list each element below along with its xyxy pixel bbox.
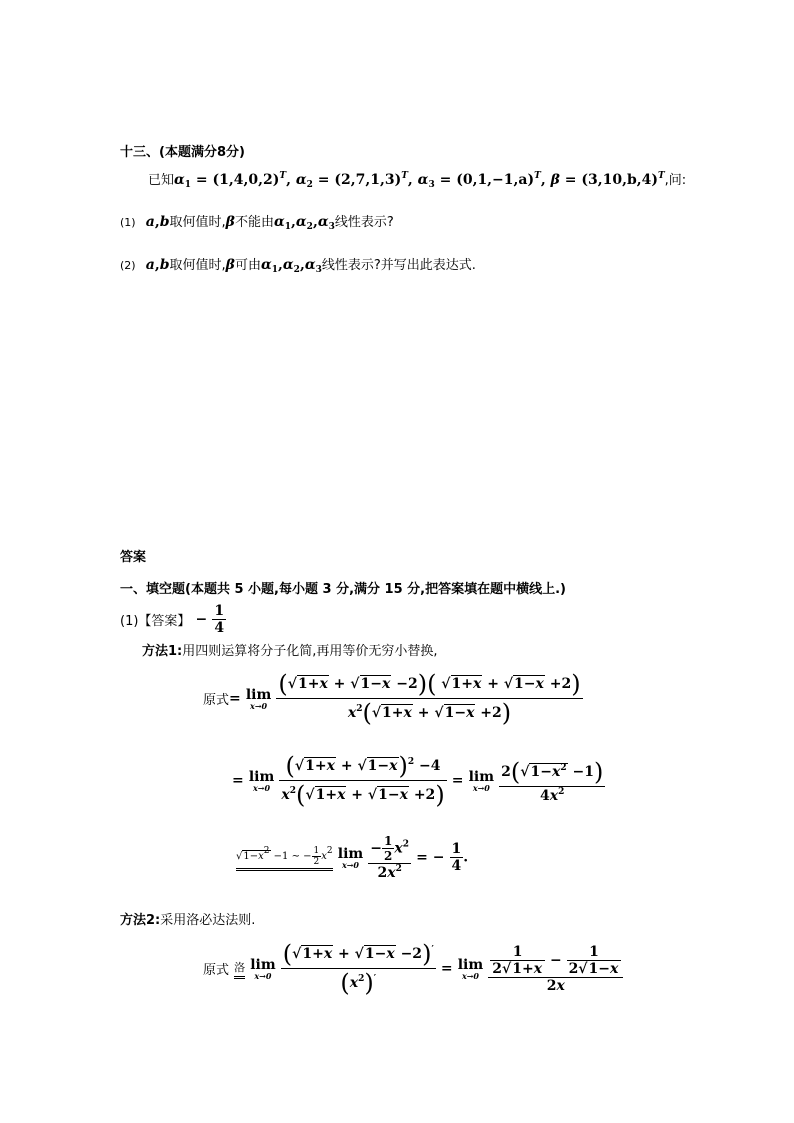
formula-3: √1−x2 −1 ∼ − $\frac{1}{2}$ x2 lim x→0 − $\frac{1}{2}$ $x^2$ $2x^2$ = − $\frac{1}{4}$ . [236, 834, 469, 881]
problem-heading: 十三、(本题满分8分) [120, 145, 245, 160]
answer-1-value: $\frac{1}{4}$ [214, 603, 225, 636]
section-fill-in-title: 一、填空题(本题共 5 小题,每小题 3 分,满分 15 分,把答案填在题中横线上.) [120, 582, 566, 597]
beta-vector: (3,10,b,4) [581, 172, 658, 188]
formula-4: 原式 洛 lim x→0 $\frac{(√1+x + √1-x -2)'}{(x^2)'}$ = lim x→0 $\frac{1}{2√1+x}$ − $\frac{1}{2√1-x}$ 2x [203, 940, 623, 997]
formula-2: = lim x→0 $\frac{(√1+x + √1-x)^2 -4}{x^2(√1+x + √1-x +2)}$ = lim x→0 $\frac{2(√1-x^2 -1)}{4x^2}$ [232, 752, 604, 809]
known-label: 已知 [148, 173, 175, 188]
question-2: (2) a,b取何值时,β可由$\alpha_1,\alpha_2,\alpha_3$线性表示?并写出此表达式. [120, 257, 476, 275]
formula-1: 原式= lim x→0 $\frac{(√1+x + √1-x -2)( √1+x + √1-x +2)}{x^2(√1+x + √1-x +2)}$ [203, 670, 581, 727]
ask-label: ,问: [664, 173, 687, 188]
alpha2-vector: (2,7,1,3) [334, 172, 402, 188]
answer-1: (1)【答案】 − $\frac{1}{4}$ [120, 603, 225, 636]
problem-statement: 已知$\alpha_1 = (1,4,0,2)^T$, $\alpha_2 = (2,7,1,3)^T$, $\alpha_3 = (0,1,-1,a)^T$, $\beta = (3,10,b,4)^T$,问: [148, 171, 687, 190]
method-2-line: 方法2:采用洛必达法则. [120, 913, 256, 928]
answers-title: 答案 [120, 550, 147, 565]
question-1: (1) a,b取何值时,β不能由$\alpha_1,\alpha_2,\alpha_3$线性表示? [120, 214, 394, 232]
method-1-line: 方法1:用四则运算将分子化简,再用等价无穷小替换, [142, 644, 438, 659]
alpha1-vector: (1,4,0,2) [212, 172, 280, 188]
alpha3-vector: (0,1,−1,a) [456, 172, 535, 188]
